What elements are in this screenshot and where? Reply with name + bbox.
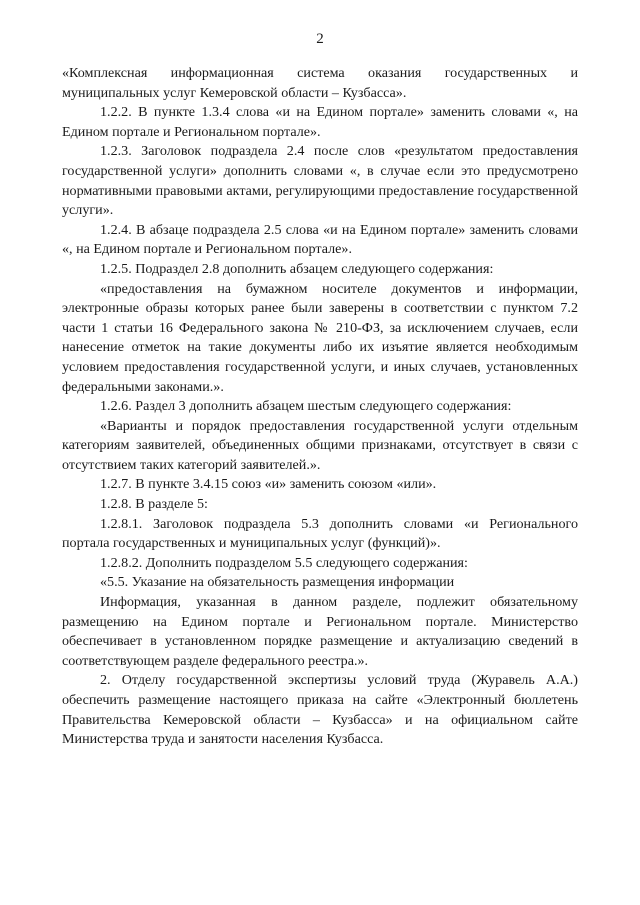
paragraph-13: Информация, указанная в данном разделе, подлежит обязательному размещению на Едином портале и Региональном портале. Министерство обеспечивает в установленном порядке размещение и актуализацию сведений в соответствующем разделе федерального реестра.».	[62, 594, 578, 669]
paragraph-14: 2. Отделу государственной экспертизы условий труда (Журавель А.А.) обеспечить размещение настоящего приказа на сайте «Электронный бюллетень Правительства Кемеровской области – Кузбасса» и на официальном сайте Министерства труда и занятости населения Кузбасса.	[62, 672, 578, 748]
paragraph-7: «Варианты и порядок предоставления государственной услуги отдельным категориям заявителей, объединенных общими признаками, отсутствует в связи с отсутствием таких категорий заявителей.».	[62, 417, 578, 473]
document-body	[62, 64, 578, 750]
paragraph-11: 1.2.8.2. Дополнить подразделом 5.5 следующего содержания:	[100, 554, 468, 571]
paragraph-9: 1.2.8. В разделе 5:	[100, 496, 208, 513]
page-number: 2	[316, 31, 324, 47]
paragraph-4: 1.2.5. Подраздел 2.8 дополнить абзацем следующего содержания:	[100, 260, 494, 277]
paragraph-1: 1.2.2. В пункте 1.3.4 слова «и на Едином портале» заменить словами «, на Едином портале и Региональном портале».	[62, 104, 578, 140]
paragraph-3: 1.2.4. В абзаце подраздела 2.5 слова «и на Едином портале» заменить словами «, на Едином портале и Региональном портале».	[62, 221, 578, 258]
paragraph-0: «Комплексная информационная система оказания государственных и муниципальных услуг Кемеровской области – Кузбасса».	[62, 65, 578, 101]
paragraph-12: «5.5. Указание на обязательность размещения информации	[100, 574, 455, 591]
paragraph-8: 1.2.7. В пункте 3.4.15 союз «и» заменить союзом «или».	[100, 476, 437, 493]
paragraph-6: 1.2.6. Раздел 3 дополнить абзацем шестым следующего содержания:	[100, 398, 512, 415]
paragraph-10: 1.2.8.1. Заголовок подраздела 5.3 дополнить словами «и Регионального портала государственных и муниципальных услуг (функций)».	[62, 515, 578, 552]
paragraph-2: 1.2.3. Заголовок подраздела 2.4 после слов «результатом предоставления государственной услуги» дополнить словами «, в случае если это предусмотрено нормативными правовыми актами, регулирующими предоставление государственной услуги».	[62, 143, 578, 219]
paragraph-5: «предоставления на бумажном носителе документов и информации, электронные образы которых ранее были заверены в соответствии с пунктом 7.2 части 1 статьи 16 Федерального закона № 210-ФЗ, за исключением случаев, если нанесение отметок на такие документы либо их изъятие является необходимым условием предоставления государственной услуги, и иных случаев, установленных федеральными законами.».	[62, 280, 578, 395]
